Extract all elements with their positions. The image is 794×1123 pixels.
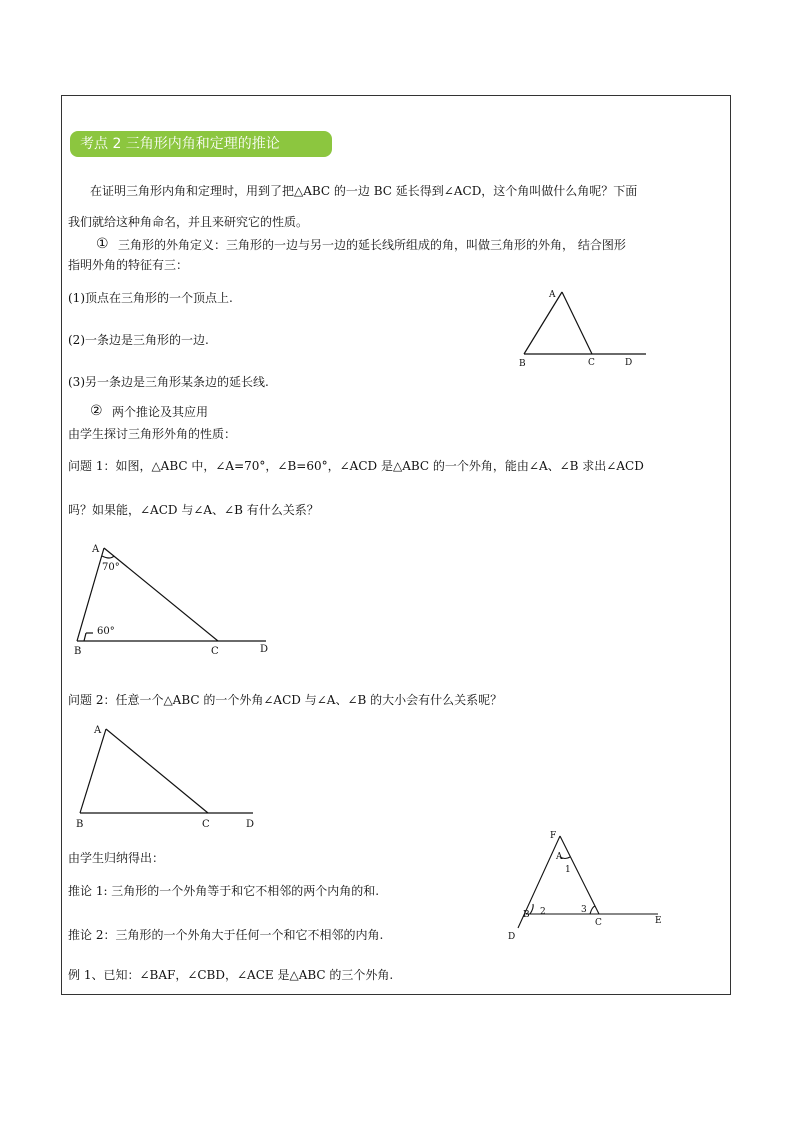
figure-2-triangle (70, 540, 290, 660)
figure-3-triangle (70, 720, 270, 835)
fig4-label-c: C (595, 918, 602, 928)
fig4-angle-3: 3 (581, 905, 587, 915)
fig2-angle-a: 70° (102, 562, 120, 573)
fig3-label-a: A (94, 725, 102, 736)
fig3-label-d: D (246, 819, 255, 830)
fig4-angle-1: 1 (565, 865, 571, 875)
example-1: 例 1、已知：∠BAF，∠CBD，∠ACE 是△ABC 的三个外角. (68, 968, 394, 982)
fig2-label-c: C (211, 646, 219, 657)
fig1-label-c: C (588, 358, 595, 368)
fig1-label-b: B (519, 359, 526, 369)
feature-2: (2)一条边是三角形的一边. (68, 333, 209, 347)
question1-line-2: 吗？如果能，∠ACD 与∠A、∠B 有什么关系？ (68, 503, 319, 517)
item1-line-1: 三角形的外角定义：三角形的一边与另一边的延长线所组成的角，叫做三角形的外角， 结合图形 (118, 238, 626, 252)
fig1-label-d: D (625, 358, 633, 368)
explore-text: 由学生探讨三角形外角的性质： (68, 427, 237, 441)
fig2-label-a: A (92, 544, 100, 555)
item1-marker: ① (96, 236, 109, 252)
fig4-label-e: E (655, 916, 662, 926)
question1-line-1: 问题 1：如图，△ABC 中，∠A=70°，∠B=60°，∠ACD 是△ABC 的一个外角，能由∠A、∠B 求出∠ACD (68, 459, 644, 473)
conclude-text: 由学生归纳得出： (68, 851, 165, 865)
fig4-label-d: D (508, 932, 516, 942)
fig3-label-b: B (76, 819, 84, 830)
fig1-label-a: A (549, 290, 556, 300)
fig4-label-f: F (550, 831, 557, 841)
corollary-1: 推论 1: 三角形的一个外角等于和它不相邻的两个内角的和. (68, 884, 380, 898)
fig4-label-a: A (556, 852, 563, 862)
fig2-angle-b: 60° (97, 626, 115, 637)
feature-1: (1)顶点在三角形的一个顶点上. (68, 291, 233, 305)
section-badge: 考点 2 三角形内角和定理的推论 (70, 131, 332, 157)
corollary-2: 推论 2：三角形的一个外角大于任何一个和它不相邻的内角. (68, 928, 384, 942)
feature-3: (3)另一条边是三角形某条边的延长线. (68, 375, 269, 389)
figure-4-triangle (500, 826, 680, 946)
fig3-label-c: C (202, 819, 210, 830)
fig4-angle-2: 2 (540, 907, 546, 917)
intro-line-2: 我们就给这种角命名，并且来研究它的性质。 (68, 215, 309, 229)
fig4-label-b: B (523, 910, 530, 920)
question2-text: 问题 2：任意一个△ABC 的一个外角∠ACD 与∠A、∠B 的大小会有什么关系呢？ (68, 693, 503, 707)
item2-marker: ② (90, 403, 103, 419)
item2-text: 两个推论及其应用 (112, 405, 209, 419)
item1-line-2: 指明外角的特征有三： (68, 258, 189, 272)
fig2-label-d: D (260, 644, 269, 655)
intro-line-1: 在证明三角形内角和定理时，用到了把△ABC 的一边 BC 延长得到∠ACD，这个角叫做什么角呢？下面 (90, 184, 638, 198)
figure-1-triangle (500, 280, 660, 380)
fig2-label-b: B (74, 646, 82, 657)
